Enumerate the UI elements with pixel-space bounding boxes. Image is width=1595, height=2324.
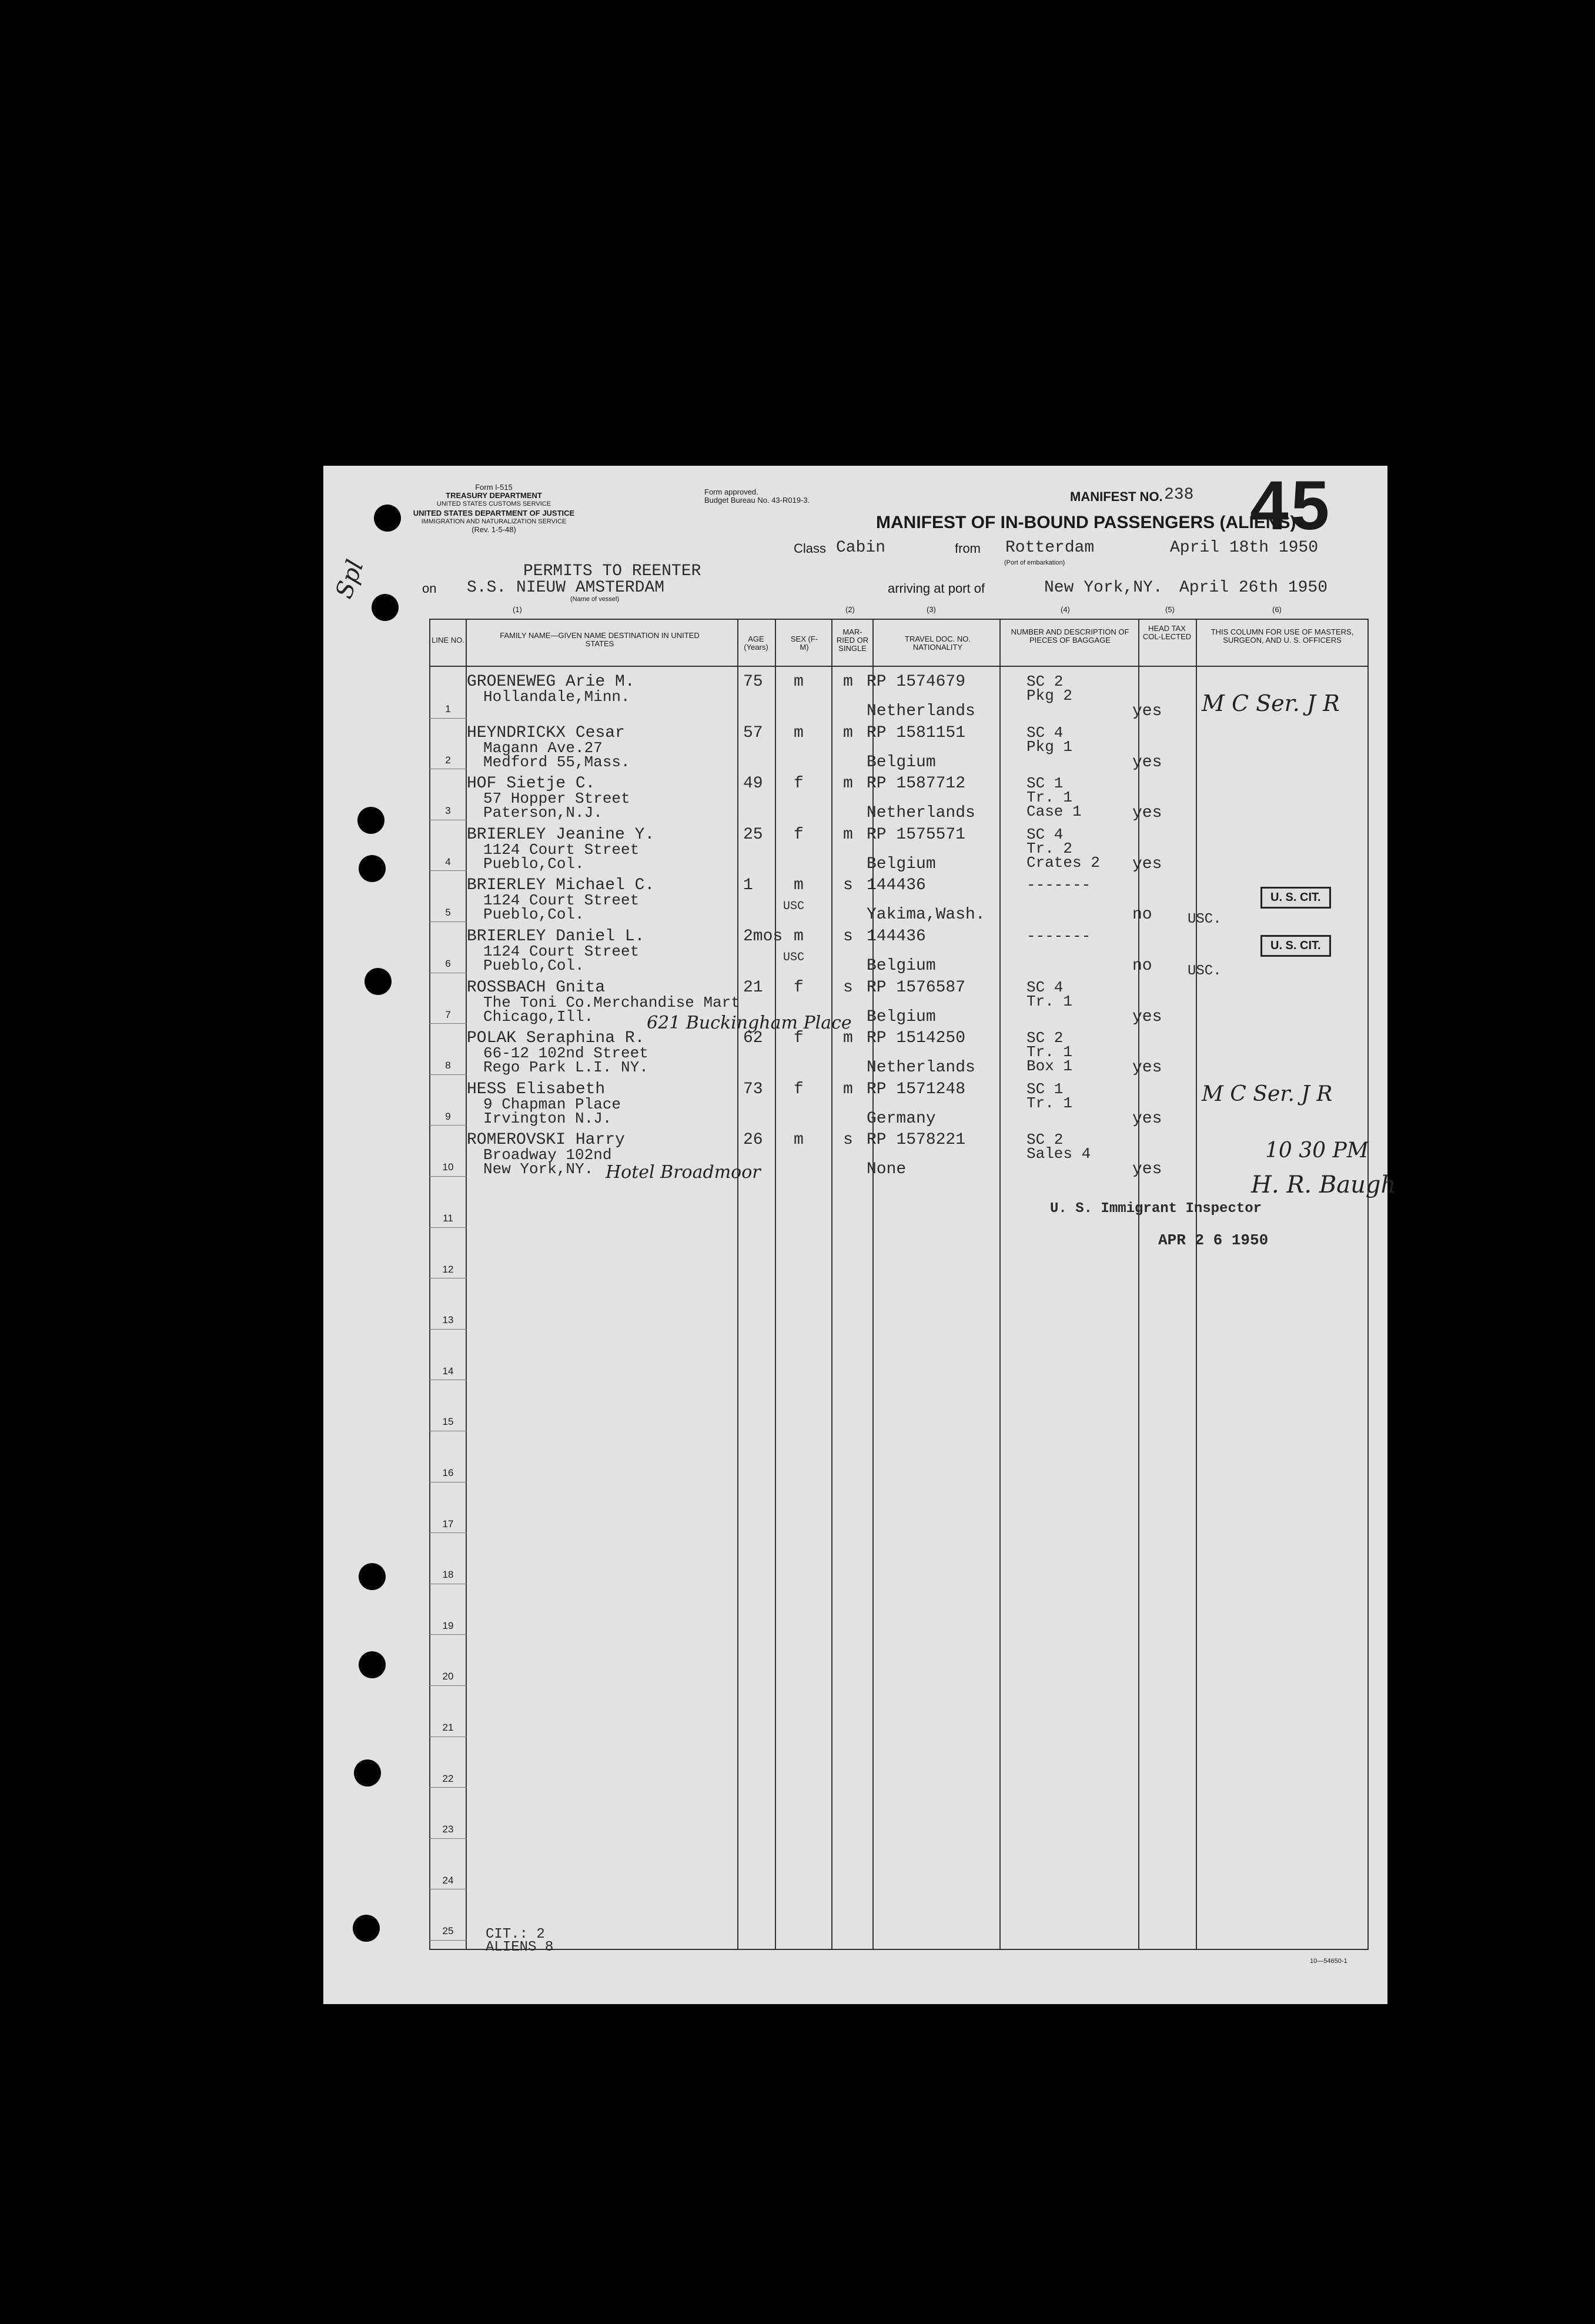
passenger-name: ROSSBACH Gnita <box>467 978 606 997</box>
line-number: 11 <box>443 1213 453 1224</box>
line-number: 1 <box>445 703 451 714</box>
arrive-port: New York,NY. <box>1044 579 1163 597</box>
form-number: Form I-515 <box>475 483 513 492</box>
inspector-date-stamp: APR 2 6 1950 <box>1158 1231 1269 1249</box>
us-cit-stamp: U. S. CIT. <box>1260 887 1331 909</box>
travel-doc-number: RP 1581151 <box>867 723 966 742</box>
baggage-item: SC 2 <box>1026 673 1064 690</box>
passenger-sex: m <box>794 876 804 895</box>
line-number: 21 <box>442 1722 454 1733</box>
line-number: 7 <box>445 1009 451 1020</box>
baggage-item: Tr. 1 <box>1026 1094 1073 1112</box>
manifest-title: MANIFEST OF IN-BOUND PASSENGERS (ALIENS) <box>876 513 1296 532</box>
line-number: 19 <box>442 1620 454 1631</box>
header-baggage: NUMBER AND DESCRIPTION OF PIECES OF BAGGAGE <box>1011 627 1129 645</box>
total-aliens: ALIENS 8 <box>486 1939 554 1955</box>
row-divider <box>429 1532 467 1533</box>
justice-dept: UNITED STATES DEPARTMENT OF JUSTICE <box>413 509 575 517</box>
row-divider <box>429 1176 467 1177</box>
col-line <box>775 619 776 1949</box>
line-number: 22 <box>442 1772 454 1784</box>
handwritten-time: 10 30 PM <box>1265 1138 1369 1163</box>
nationality: Netherlands <box>867 804 975 823</box>
passenger-name: HESS Elisabeth <box>467 1080 606 1098</box>
line-number: 5 <box>445 907 451 919</box>
manifest-page <box>323 466 1396 2004</box>
footer-code: 10—54650-1 <box>1310 1958 1347 1965</box>
row-divider <box>429 1787 467 1788</box>
passenger-name: ROMEROVSKI Harry <box>467 1131 625 1150</box>
handwritten-note-line10: Hotel Broadmoor <box>606 1162 761 1183</box>
on-label: on <box>422 581 437 596</box>
baggage-item: SC 1 <box>1026 774 1064 793</box>
col-line <box>831 619 832 1949</box>
line-number: 4 <box>445 856 451 867</box>
passenger-sex: m <box>794 927 804 946</box>
baggage-item: Box 1 <box>1026 1057 1073 1076</box>
passenger-age: 21 <box>743 978 763 997</box>
punch-hole <box>359 1563 386 1590</box>
col-line <box>1196 619 1197 1949</box>
punch-hole <box>357 807 384 834</box>
col-line <box>737 619 738 1949</box>
line-number: 20 <box>442 1671 454 1682</box>
header-age: AGE (Years) <box>744 635 768 652</box>
line-number: 18 <box>442 1569 454 1581</box>
passenger-age: 57 <box>743 723 763 742</box>
customs-service: UNITED STATES CUSTOMS SERVICE <box>436 500 551 507</box>
baggage-item: SC 4 <box>1026 978 1064 996</box>
passenger-sex: f <box>794 774 804 793</box>
travel-doc-number: RP 1514250 <box>867 1029 966 1048</box>
passenger-sex: m <box>794 723 804 742</box>
header-married: MAR-RIED OR SINGLE <box>836 627 869 653</box>
manifest-no-label: MANIFEST NO. <box>1070 489 1163 504</box>
passenger-marital: s <box>843 876 853 895</box>
passenger-destination: New York,NY. <box>483 1160 594 1178</box>
passenger-age: 25 <box>743 825 763 844</box>
from-value: Rotterdam <box>1005 539 1095 557</box>
passenger-age: 49 <box>743 774 763 793</box>
col-num: (2) <box>845 605 855 614</box>
passenger-name: POLAK Seraphina R. <box>467 1029 645 1048</box>
passenger-destination: Chicago,Ill. <box>483 1007 594 1026</box>
col-line <box>999 619 1001 1949</box>
baggage-item: Crates 2 <box>1026 853 1100 872</box>
passenger-destination: Medford 55,Mass. <box>483 753 630 771</box>
travel-doc-number: RP 1587712 <box>867 774 966 793</box>
passenger-destination: Pueblo,Col. <box>483 906 584 924</box>
baggage-item: Tr. 1 <box>1026 992 1073 1010</box>
baggage-item: Tr. 1 <box>1026 789 1073 807</box>
passenger-sex: f <box>794 1029 804 1048</box>
passenger-destination: 9 Chapman Place <box>483 1095 621 1113</box>
col-line <box>466 619 467 1949</box>
passenger-destination: 1124 Court Street <box>483 943 640 960</box>
head-tax: yes <box>1132 1007 1162 1026</box>
baggage-item: SC 1 <box>1026 1080 1064 1098</box>
passenger-destination: Broadway 102nd <box>483 1146 612 1164</box>
baggage-item: Tr. 1 <box>1026 1043 1073 1061</box>
baggage-item: Tr. 2 <box>1026 839 1073 857</box>
arrive-date: April 26th 1950 <box>1179 579 1328 597</box>
passenger-marital: s <box>843 978 853 997</box>
line-number: 24 <box>442 1874 454 1886</box>
header-head-tax: HEAD TAX COL-LECTED <box>1142 624 1192 641</box>
handwritten-note-line9: M C Ser. J R <box>1202 1082 1333 1106</box>
passenger-name: HOF Sietje C. <box>467 774 596 793</box>
passenger-age: 62 <box>743 1029 763 1048</box>
vessel-label: (Name of vessel) <box>570 596 620 603</box>
passenger-age: 75 <box>743 673 763 691</box>
line-number: 17 <box>442 1518 454 1530</box>
passenger-marital: m <box>843 1080 853 1098</box>
col-num: (3) <box>927 605 936 614</box>
ins-service: IMMIGRATION AND NATURALIZATION SERVICE <box>421 518 567 525</box>
row-divider <box>429 1074 467 1075</box>
from-label: from <box>955 541 981 556</box>
nationality: Belgium <box>867 1007 936 1026</box>
row-divider <box>429 1634 467 1635</box>
corner-handwriting: Spl <box>330 556 369 602</box>
punch-hole <box>353 1915 380 1942</box>
passenger-destination: 1124 Court Street <box>483 840 640 859</box>
col-num: (5) <box>1165 605 1175 614</box>
nationality: Germany <box>867 1109 936 1128</box>
baggage-item: SC 4 <box>1026 723 1064 742</box>
passenger-age: 73 <box>743 1080 763 1098</box>
passenger-sex: f <box>794 978 804 997</box>
total-citizens: CIT.: 2 <box>486 1926 545 1942</box>
row-divider <box>429 921 467 922</box>
nationality: Belgium <box>867 957 936 975</box>
punch-hole <box>372 594 399 621</box>
col-num: (1) <box>513 605 522 614</box>
row-divider <box>429 1940 467 1941</box>
handwritten-note-line1: M C Ser. J R <box>1202 690 1340 716</box>
head-tax: yes <box>1132 753 1162 772</box>
head-tax: yes <box>1132 804 1162 823</box>
travel-doc-number: 144436 <box>867 927 926 946</box>
passenger-destination: The Toni Co.Merchandise Mart <box>483 993 740 1011</box>
vessel-name: S.S. NIEUW AMSTERDAM <box>467 579 665 597</box>
row-divider <box>429 1685 467 1686</box>
travel-doc-number: RP 1578221 <box>867 1131 966 1150</box>
passenger-name: BRIERLEY Jeanine Y. <box>467 825 655 844</box>
col-num: (4) <box>1061 605 1070 614</box>
baggage-item: SC 4 <box>1026 825 1064 843</box>
baggage-item: ------- <box>1026 927 1091 945</box>
line-number: 2 <box>445 754 451 766</box>
row-divider <box>429 1227 467 1228</box>
passenger-marital: m <box>843 825 853 844</box>
line-number: 3 <box>445 805 451 817</box>
baggage-item: SC 2 <box>1026 1029 1064 1047</box>
head-tax: yes <box>1132 1160 1162 1179</box>
usc-label: USC <box>783 900 805 914</box>
nationality: Belgium <box>867 854 936 873</box>
punch-hole <box>354 1759 381 1787</box>
head-tax: no <box>1132 957 1152 975</box>
line-number: 16 <box>442 1467 454 1478</box>
passenger-age: 1 <box>743 876 753 895</box>
head-tax: yes <box>1132 854 1162 873</box>
passenger-destination: Hollandale,Minn. <box>483 688 630 706</box>
line-number: 14 <box>442 1365 454 1377</box>
passenger-marital: m <box>843 774 853 793</box>
passenger-sex: m <box>794 673 804 691</box>
nationality: Belgium <box>867 753 936 772</box>
head-tax: no <box>1132 906 1152 924</box>
passenger-destination: Paterson,N.J. <box>483 804 603 822</box>
passenger-marital: s <box>843 1131 853 1150</box>
line-number: 13 <box>442 1314 454 1326</box>
punch-hole <box>359 1651 386 1678</box>
port-embark-label: (Port of embarkation) <box>1004 559 1065 566</box>
passenger-destination: 57 Hopper Street <box>483 790 630 808</box>
passenger-marital: s <box>843 927 853 946</box>
passenger-age: 2mos <box>743 927 783 946</box>
nationality: None <box>867 1160 907 1179</box>
nationality: Netherlands <box>867 702 975 720</box>
passenger-name: BRIERLEY Daniel L. <box>467 927 645 946</box>
nationality: Netherlands <box>867 1059 975 1077</box>
baggage-item: Case 1 <box>1026 803 1082 821</box>
inspector-label: U. S. Immigrant Inspector <box>1050 1201 1262 1217</box>
passenger-marital: m <box>843 723 853 742</box>
passenger-name: BRIERLEY Michael C. <box>467 876 655 895</box>
arriving-label: arriving at port of <box>888 581 985 596</box>
row-divider <box>429 1329 467 1330</box>
passenger-sex: f <box>794 825 804 844</box>
depart-date: April 18th 1950 <box>1170 539 1319 557</box>
header-divider <box>429 666 1367 667</box>
passenger-destination: 66-12 102nd Street <box>483 1044 648 1063</box>
row-divider <box>429 1838 467 1839</box>
line-number: 9 <box>445 1110 451 1122</box>
row-divider <box>429 1125 467 1126</box>
usc-mark: USC. <box>1188 963 1222 979</box>
travel-doc-number: RP 1576587 <box>867 978 966 997</box>
header-line-no: LINE NO. <box>432 636 464 645</box>
travel-doc-number: RP 1571248 <box>867 1080 966 1098</box>
usc-mark: USC. <box>1188 911 1222 927</box>
line-number: 10 <box>442 1161 454 1173</box>
passenger-destination: 1124 Court Street <box>483 891 640 910</box>
form-approved: Form approved. <box>704 487 758 496</box>
passenger-destination: Pueblo,Col. <box>483 854 584 873</box>
travel-doc-number: 144436 <box>867 876 926 895</box>
inspector-signature: H. R. Baugh <box>1251 1171 1396 1198</box>
baggage-item: Sales 4 <box>1026 1145 1091 1163</box>
col-num: (6) <box>1272 605 1282 614</box>
passenger-destination: Rego Park L.I. NY. <box>483 1059 648 1077</box>
baggage-item: Pkg 1 <box>1026 737 1073 756</box>
baggage-item: SC 2 <box>1026 1131 1064 1149</box>
head-tax: yes <box>1132 702 1162 720</box>
page-number: 45 <box>1250 467 1332 545</box>
passenger-destination: Magann Ave.27 <box>483 739 603 757</box>
line-number: 6 <box>445 958 451 969</box>
header-officers: THIS COLUMN FOR USE OF MASTERS, SURGEON, AND U. S. OFFICERS <box>1211 627 1354 645</box>
revision: (Rev. 1-5-48) <box>472 525 516 534</box>
manifest-no-typed: 238 <box>1164 486 1194 504</box>
header-travel-doc: TRAVEL DOC. NO. NATIONALITY <box>905 635 971 652</box>
usc-label: USC <box>783 951 805 964</box>
handwritten-note-line7: 621 Buckingham Place <box>647 1013 852 1033</box>
passenger-sex: f <box>794 1080 804 1098</box>
class-label: Class <box>794 541 827 556</box>
head-tax: yes <box>1132 1109 1162 1128</box>
header-sex: SEX (F-M) <box>790 635 818 652</box>
punch-hole <box>359 855 386 882</box>
us-cit-stamp: U. S. CIT. <box>1260 935 1331 957</box>
passenger-marital: m <box>843 673 853 691</box>
nationality: Yakima,Wash. <box>867 906 985 924</box>
class-value: Cabin <box>836 539 886 557</box>
passenger-destination: Pueblo,Col. <box>483 957 584 974</box>
travel-doc-number: RP 1575571 <box>867 825 966 844</box>
row-divider <box>429 870 467 871</box>
budget-bureau: Budget Bureau No. 43-R019-3. <box>704 496 810 505</box>
passenger-name: GROENEWEG Arie M. <box>467 673 635 691</box>
treasury-dept: TREASURY DEPARTMENT <box>446 491 542 500</box>
baggage-item: Pkg 2 <box>1026 687 1073 704</box>
line-number: 25 <box>442 1925 454 1937</box>
travel-doc-number: RP 1574679 <box>867 673 966 691</box>
passenger-sex: m <box>794 1131 804 1150</box>
punch-hole <box>365 968 392 995</box>
header-name: FAMILY NAME—GIVEN NAME DESTINATION IN UNITED STATES <box>500 631 700 648</box>
row-divider <box>429 718 467 719</box>
passenger-marital: m <box>843 1029 853 1048</box>
head-tax: yes <box>1132 1059 1162 1077</box>
punch-hole <box>374 505 401 532</box>
baggage-item: ------- <box>1026 876 1091 894</box>
row-divider <box>429 1023 467 1024</box>
line-number: 15 <box>442 1416 454 1428</box>
line-number: 12 <box>442 1263 454 1275</box>
permits-to-reenter: PERMITS TO REENTER <box>523 562 701 580</box>
line-number: 8 <box>445 1060 451 1071</box>
line-number: 23 <box>442 1824 454 1835</box>
passenger-name: HEYNDRICKX Cesar <box>467 723 625 742</box>
passenger-destination: Irvington N.J. <box>483 1109 612 1127</box>
passenger-age: 26 <box>743 1131 763 1150</box>
